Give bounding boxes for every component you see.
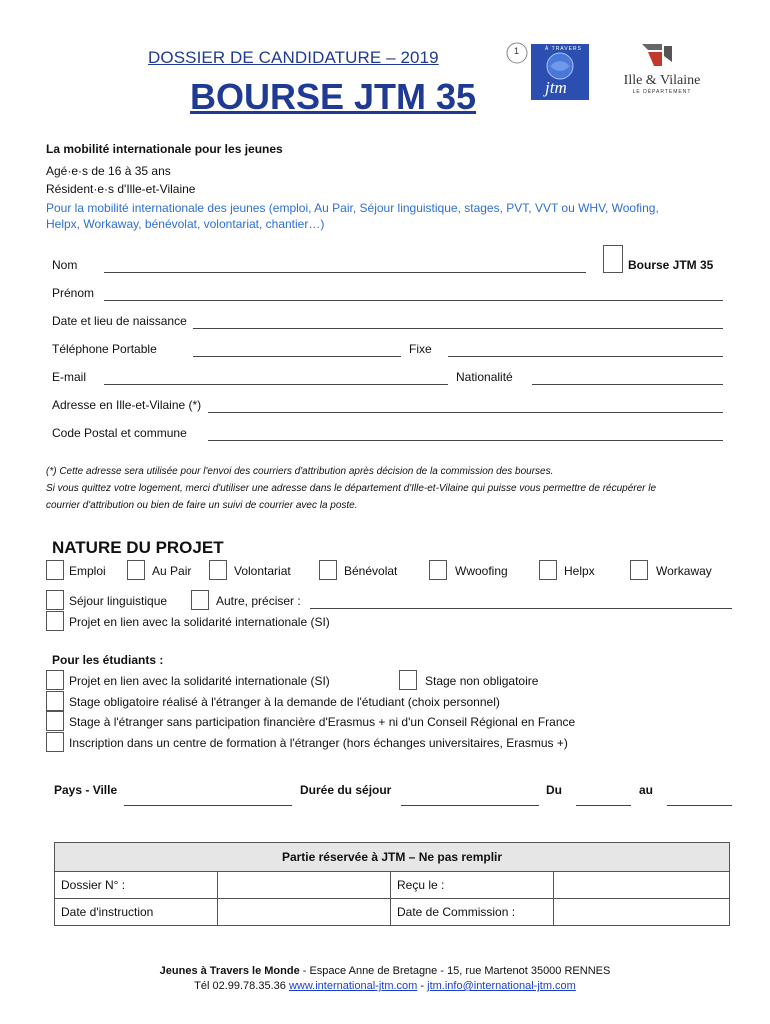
naissance-label: Date et lieu de naissance (52, 314, 187, 328)
jtm-logo (505, 42, 593, 102)
ille-vilaine-logo (612, 42, 712, 102)
reserved-table (54, 842, 730, 926)
au-label: au (639, 783, 654, 797)
ille-vilaine-name: Ille & Vilaine (623, 73, 701, 88)
footer-line-1 (0, 965, 770, 977)
code-postal-field[interactable] (208, 440, 723, 441)
intro-description-2: Helpx, Workaway, bénévolat, volontariat, chantier…) (46, 217, 325, 231)
footer-website-link[interactable]: www.international-jtm.com (288, 980, 418, 992)
projet-heading: NATURE DU PROJET (52, 538, 224, 557)
stage-obligatoire-checkbox[interactable] (46, 691, 64, 711)
autre-field[interactable] (310, 608, 732, 609)
intro-residence: Résident·e·s d'Ille-et-Vilaine (46, 182, 196, 196)
etudiants-heading: Pour les étudiants : (52, 653, 164, 667)
du-label: Du (546, 783, 562, 797)
code-postal-label: Code Postal et commune (52, 426, 187, 440)
reserved-title: Partie réservée à JTM – Ne pas remplir (55, 843, 730, 872)
pays-ville-label: Pays - Ville (54, 783, 118, 797)
du-field[interactable] (576, 805, 631, 806)
stage-sans-financement-checkbox[interactable] (46, 711, 64, 731)
au-field[interactable] (667, 805, 732, 806)
stage-non-obligatoire-label: Stage non obligatoire (425, 674, 539, 688)
duree-field[interactable] (401, 805, 539, 806)
document-title: DOSSIER DE CANDIDATURE – 2019 (148, 48, 439, 67)
prenom-field[interactable] (104, 300, 723, 301)
bourse-title: BOURSE JTM 35 (190, 76, 477, 117)
page-badge: 1 (514, 46, 520, 56)
bourse-jtm-checkbox[interactable] (603, 245, 623, 273)
note-line-1: (*) Cette adresse sera utilisée pour l'envoi des courriers d'attribution après décision de la commission des bourses. (46, 466, 554, 477)
au-pair-checkbox[interactable] (127, 560, 145, 580)
date-instruction-label: Date d'instruction (55, 899, 218, 926)
sejour-linguistique-label: Séjour linguistique (69, 594, 168, 608)
volontariat-label: Volontariat (234, 564, 291, 578)
benevolat-label: Bénévolat (344, 564, 398, 578)
etudiant-si-checkbox[interactable] (46, 670, 64, 690)
tel-portable-label: Téléphone Portable (52, 342, 157, 356)
stage-obligatoire-label: Stage obligatoire réalisé à l'étranger à la demande de l'étudiant (choix personnel) (69, 695, 500, 709)
intro-description-1: Pour la mobilité internationale des jeunes (emploi, Au Pair, Séjour linguistique, stages, PVT, VVT ou WHV, Woofing, (46, 201, 659, 215)
fixe-label: Fixe (409, 342, 432, 356)
footer-tel: Tél 02.99.78.35.36 (194, 980, 286, 992)
emploi-label: Emploi (69, 564, 106, 578)
footer-address: - Espace Anne de Bretagne - 15, rue Martenot 35000 RENNES (302, 965, 611, 977)
intro-heading: La mobilité internationale pour les jeunes (46, 142, 283, 156)
etudiant-si-label: Projet en lien avec la solidarité internationale (SI) (69, 674, 330, 688)
jtm-arc-text: À TRAVERS (545, 46, 582, 52)
wwoofing-checkbox[interactable] (429, 560, 447, 580)
nom-field[interactable] (104, 272, 586, 273)
email-label: E-mail (52, 370, 87, 384)
adresse-label: Adresse en Ille-et-Vilaine (*) (52, 398, 202, 412)
ille-vilaine-sub: LE DÉPARTEMENT (632, 89, 692, 95)
footer-separator: - (420, 980, 425, 992)
stage-non-obligatoire-checkbox[interactable] (399, 670, 417, 690)
note-line-3: courrier d'attribution ou bien de faire un suivi de courrier avec la poste. (46, 500, 358, 511)
helpx-label: Helpx (564, 564, 595, 578)
duree-label: Durée du séjour (300, 783, 392, 797)
helpx-checkbox[interactable] (539, 560, 557, 580)
jtm-logo-text: jtm (545, 78, 567, 97)
emploi-checkbox[interactable] (46, 560, 64, 580)
workaway-label: Workaway (656, 564, 712, 578)
date-commission-cell (554, 899, 730, 926)
footer-email-link[interactable]: jtm.info@international-jtm.com (427, 980, 576, 992)
nom-label: Nom (52, 258, 78, 272)
workaway-checkbox[interactable] (630, 560, 648, 580)
date-commission-label: Date de Commission : (391, 899, 554, 926)
projet-si-checkbox[interactable] (46, 611, 64, 631)
benevolat-checkbox[interactable] (319, 560, 337, 580)
nationalite-label: Nationalité (456, 370, 513, 384)
inscription-formation-checkbox[interactable] (46, 732, 64, 752)
adresse-field[interactable] (208, 412, 723, 413)
nationalite-field[interactable] (532, 384, 723, 385)
stage-sans-financement-label: Stage à l'étranger sans participation financière d'Erasmus + ni d'un Conseil Régional en France (69, 715, 576, 729)
dossier-cell (218, 872, 391, 899)
volontariat-checkbox[interactable] (209, 560, 227, 580)
inscription-formation-label: Inscription dans un centre de formation à l'étranger (hors échanges universitaires, Erasmus +) (69, 736, 568, 750)
projet-si-label: Projet en lien avec la solidarité internationale (SI) (69, 615, 330, 629)
footer-line-2 (0, 980, 770, 992)
recu-cell (554, 872, 730, 899)
dossier-label: Dossier N° : (55, 872, 218, 899)
email-field[interactable] (104, 384, 448, 385)
sejour-linguistique-checkbox[interactable] (46, 590, 64, 610)
autre-label: Autre, préciser : (216, 594, 301, 608)
note-line-2: Si vous quittez votre logement, merci d'utiliser une adresse dans le département d'Ille-et-Vilaine qui puisse vous permettre de récupérer le (46, 483, 657, 494)
tel-portable-field[interactable] (193, 356, 401, 357)
au-pair-label: Au Pair (152, 564, 192, 578)
naissance-field[interactable] (193, 328, 723, 329)
footer-org: Jeunes à Travers le Monde (159, 965, 300, 977)
prenom-label: Prénom (52, 286, 95, 300)
pays-ville-field[interactable] (124, 805, 292, 806)
recu-label: Reçu le : (391, 872, 554, 899)
autre-checkbox[interactable] (191, 590, 209, 610)
wwoofing-label: Wwoofing (455, 564, 508, 578)
bourse-jtm-label: Bourse JTM 35 (628, 258, 714, 272)
fixe-field[interactable] (448, 356, 723, 357)
date-instruction-cell (218, 899, 391, 926)
intro-age: Agé·e·s de 16 à 35 ans (46, 164, 171, 178)
